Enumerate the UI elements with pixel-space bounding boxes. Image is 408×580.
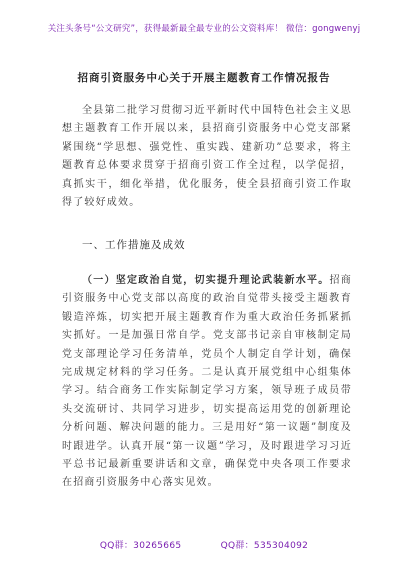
intro-paragraph: 全县第二批学习贯彻习近平新时代中国特色社会主义思想主题教育工作开展以来，县招商引资服务中心党支部紧紧围绕“学思想、强党性、重实践、建新功”总要求，将主题教育总体要求贯穿于招商引资工作全过程，以学促招，真抓实干，细化举措，优化服务，使全县招商引资工作取得了较好成效。 — [62, 105, 352, 209]
section-heading: 一、工作措施及成效 — [82, 239, 186, 251]
qq-group-2: QQ群：535304092 — [220, 541, 309, 551]
subsection-paragraph — [62, 272, 352, 493]
subsection-body: 招商引资服务中心党支部以高度的政治自觉带头接受主题教育锻造淬炼，切实把开展主题教育作为重大政治任务抓紧抓实抓好。一是加强日常自学。党支部书记亲自审核制定局党支部理论学习任务清单，党员个人制定自学计划，确保完成规定材料的学习任务。二是认真开展党组中心组集体学习。结合商务工作实际制定学习方案，领导班子成员带头交流研讨、共同学习进步，切实提高运用党的创新理论分析问题、解决问题的能力。三是用好“第一议题”制度及时跟进学。认真开展“第一议题”学习，及时跟进学习习近平总书记最新重要讲话和文章，确保党中央各项工作要求在招商引资服务中心落实见效。 — [62, 275, 352, 489]
footer-contacts — [0, 538, 408, 551]
subsection-heading: （一）坚定政治自觉，切实提升理论武装新水平。 — [82, 275, 330, 286]
document-title: 招商引资服务中心关于开展主题教育工作情况报告 — [77, 72, 331, 84]
promo-banner: 关注头条号“公文研究”，获得最新最全最专业的公文资料库！ 微信：gongwenyj — [47, 24, 361, 34]
qq-group-1: QQ群：30265665 — [99, 541, 182, 551]
